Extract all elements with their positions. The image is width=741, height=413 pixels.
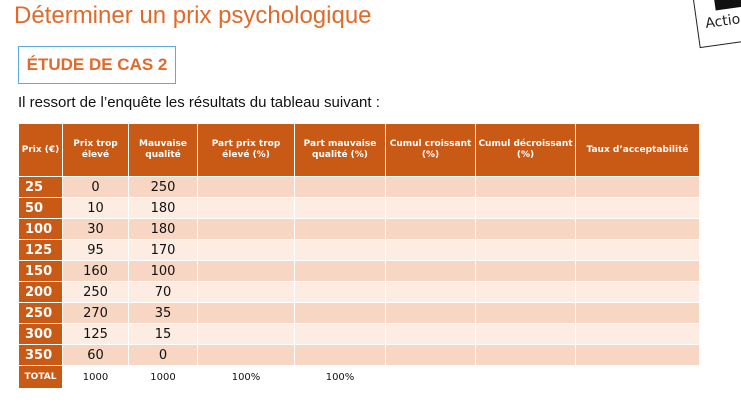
cell-part-prix-trop-eleve (198, 177, 295, 198)
case-study-label: ÉTUDE DE CAS 2 (18, 46, 176, 84)
cell-part-mauvaise-qualite (295, 345, 386, 366)
cell-mauvaise-qualite: 170 (129, 240, 198, 261)
cell-price: 150 (19, 261, 63, 282)
cell-mauvaise-qualite: 15 (129, 324, 198, 345)
table-row (19, 198, 700, 219)
cell-cumul-croissant (386, 345, 476, 366)
cell-taux-acceptabilite (576, 177, 700, 198)
cell-mauvaise-qualite: 250 (129, 177, 198, 198)
header-mauvaise-qualite: Mauvaise qualité (129, 124, 198, 177)
cell-price: 200 (19, 282, 63, 303)
table-row (19, 177, 700, 198)
cell-prix-trop-eleve: 10 (63, 198, 129, 219)
cell-cumul-croissant (386, 282, 476, 303)
cell-part-mauvaise-qualite (295, 324, 386, 345)
cell-part-mauvaise-qualite (295, 177, 386, 198)
table-row (19, 303, 700, 324)
total-part-prix-trop-eleve: 100% (198, 366, 295, 389)
table-row (19, 261, 700, 282)
cell-prix-trop-eleve: 250 (63, 282, 129, 303)
cell-price: 300 (19, 324, 63, 345)
table-total-row (19, 366, 700, 389)
cell-part-prix-trop-eleve (198, 261, 295, 282)
cell-cumul-decroissant (476, 261, 576, 282)
cell-part-prix-trop-eleve (198, 240, 295, 261)
table-row (19, 324, 700, 345)
cell-cumul-croissant (386, 177, 476, 198)
cell-cumul-croissant (386, 240, 476, 261)
total-cumul-decroissant (476, 366, 576, 389)
total-prix-trop-eleve: 1000 (63, 366, 129, 389)
cell-mauvaise-qualite: 35 (129, 303, 198, 324)
cell-prix-trop-eleve: 30 (63, 219, 129, 240)
cell-cumul-croissant (386, 303, 476, 324)
cell-cumul-croissant (386, 261, 476, 282)
table-row (19, 282, 700, 303)
header-prix-trop-eleve: Prix trop élevé (63, 124, 129, 177)
cell-taux-acceptabilite (576, 261, 700, 282)
total-taux-acceptabilite (576, 366, 700, 389)
cell-prix-trop-eleve: 160 (63, 261, 129, 282)
cell-mauvaise-qualite: 100 (129, 261, 198, 282)
cell-mauvaise-qualite: 180 (129, 198, 198, 219)
cell-cumul-decroissant (476, 282, 576, 303)
table-row (19, 345, 700, 366)
cell-taux-acceptabilite (576, 303, 700, 324)
cell-prix-trop-eleve: 95 (63, 240, 129, 261)
header-cumul-decroissant: Cumul décroissant (%) (476, 124, 576, 177)
table-row (19, 219, 700, 240)
cell-cumul-decroissant (476, 345, 576, 366)
cell-taux-acceptabilite (576, 219, 700, 240)
cell-part-mauvaise-qualite (295, 198, 386, 219)
cell-cumul-croissant (386, 219, 476, 240)
total-part-mauvaise-qualite: 100% (295, 366, 386, 389)
cell-part-prix-trop-eleve (198, 219, 295, 240)
cell-cumul-decroissant (476, 219, 576, 240)
cell-cumul-decroissant (476, 324, 576, 345)
results-table (18, 123, 700, 389)
cell-mauvaise-qualite: 180 (129, 219, 198, 240)
cell-part-prix-trop-eleve (198, 303, 295, 324)
cell-prix-trop-eleve: 125 (63, 324, 129, 345)
cell-mauvaise-qualite: 70 (129, 282, 198, 303)
total-cumul-croissant (386, 366, 476, 389)
cell-taux-acceptabilite (576, 198, 700, 219)
cell-price: 25 (19, 177, 63, 198)
cell-prix-trop-eleve: 0 (63, 177, 129, 198)
cell-taux-acceptabilite (576, 282, 700, 303)
cell-part-prix-trop-eleve (198, 345, 295, 366)
cell-price: 100 (19, 219, 63, 240)
stamp-bar (714, 0, 741, 10)
cell-price: 250 (19, 303, 63, 324)
cell-mauvaise-qualite: 0 (129, 345, 198, 366)
table-body (19, 177, 700, 366)
header-part-mauvaise-qualite: Part mauvaise qualité (%) (295, 124, 386, 177)
cell-part-prix-trop-eleve (198, 324, 295, 345)
cell-cumul-decroissant (476, 240, 576, 261)
cell-part-prix-trop-eleve (198, 198, 295, 219)
cell-price: 50 (19, 198, 63, 219)
total-label: TOTAL (19, 366, 63, 389)
table-row (19, 240, 700, 261)
page-title: Déterminer un prix psychologique (14, 2, 372, 29)
cell-price: 350 (19, 345, 63, 366)
cell-taux-acceptabilite (576, 324, 700, 345)
cell-cumul-croissant (386, 324, 476, 345)
cell-taux-acceptabilite (576, 345, 700, 366)
cell-cumul-decroissant (476, 177, 576, 198)
cell-taux-acceptabilite (576, 240, 700, 261)
action-stamp-icon (693, 0, 741, 48)
header-part-prix-trop-eleve: Part prix trop élevé (%) (198, 124, 295, 177)
table-header-row (19, 124, 700, 177)
cell-part-mauvaise-qualite (295, 282, 386, 303)
total-mauvaise-qualite: 1000 (129, 366, 198, 389)
header-cumul-croissant: Cumul croissant (%) (386, 124, 476, 177)
cell-price: 125 (19, 240, 63, 261)
cell-part-mauvaise-qualite (295, 219, 386, 240)
header-taux-acceptabilite: Taux d’acceptabilité (576, 124, 700, 177)
header-prix: Prix (€) (19, 124, 63, 177)
cell-prix-trop-eleve: 270 (63, 303, 129, 324)
cell-cumul-decroissant (476, 198, 576, 219)
cell-part-mauvaise-qualite (295, 303, 386, 324)
intro-text: Il ressort de l’enquête les résultats du tableau suivant : (18, 94, 380, 111)
cell-prix-trop-eleve: 60 (63, 345, 129, 366)
cell-part-mauvaise-qualite (295, 240, 386, 261)
cell-cumul-croissant (386, 198, 476, 219)
cell-part-mauvaise-qualite (295, 261, 386, 282)
cell-cumul-decroissant (476, 303, 576, 324)
stamp-text: Actio (704, 11, 741, 32)
cell-part-prix-trop-eleve (198, 282, 295, 303)
